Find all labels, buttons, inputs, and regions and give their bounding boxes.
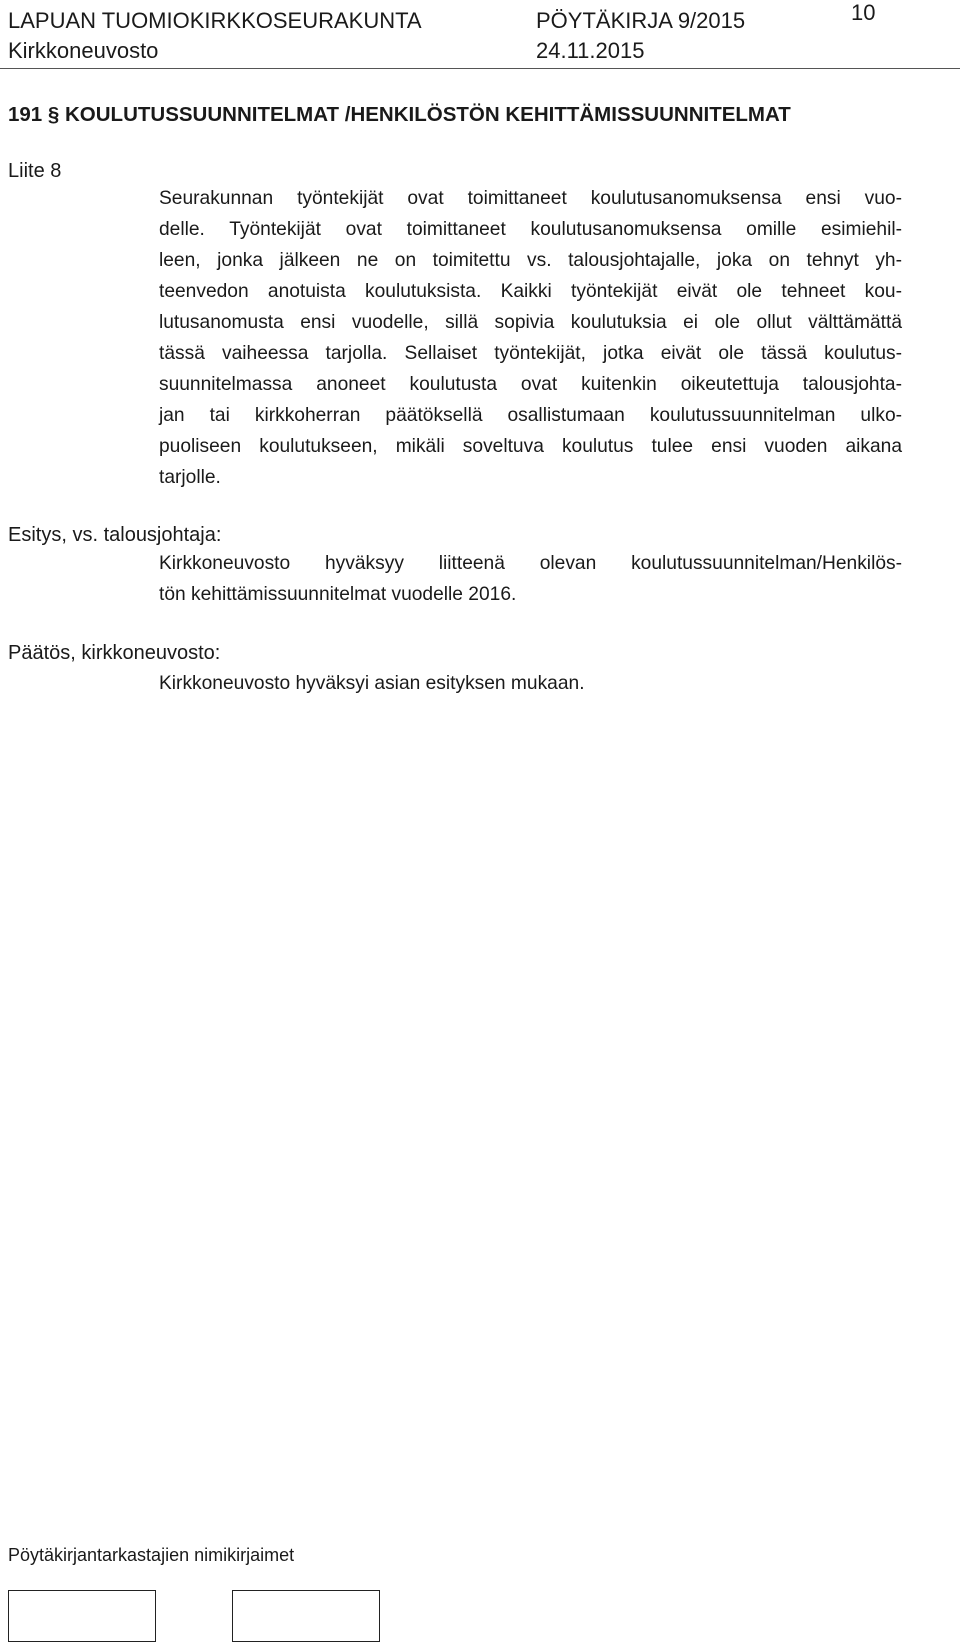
attachment-label: Liite 8 [8, 160, 62, 182]
body-line: puoliseen koulutukseen, mikäli soveltuva koulutus tulee ensi vuoden aikana [159, 436, 902, 457]
decision-line: Kirkkoneuvosto hyväksyi asian esityksen mukaan. [159, 673, 585, 694]
body-line: teenvedon anotuista koulutuksista. Kaikki työntekijät eivät ole tehneet kou- [159, 281, 902, 302]
meeting-body: Kirkkoneuvosto [8, 38, 159, 63]
decision-label: Päätös, kirkkoneuvosto: [8, 642, 221, 664]
signature-box [232, 1590, 380, 1642]
page-number: 10 [851, 0, 876, 25]
document-title: PÖYTÄKIRJA 9/2015 [536, 8, 746, 33]
signature-box [8, 1590, 156, 1642]
proposal-label: Esitys, vs. talousjohtaja: [8, 524, 222, 546]
section-body [159, 183, 902, 493]
body-line: tarjolle. [159, 467, 221, 488]
organization-name: LAPUAN TUOMIOKIRKKOSEURAKUNTA [8, 8, 422, 33]
proposal-text [159, 548, 902, 610]
header-document-block [536, 6, 745, 66]
decision-text [159, 668, 902, 699]
signatures-label: Pöytäkirjantarkastajien nimikirjaimet [8, 1545, 295, 1565]
proposal-line: Kirkkoneuvosto hyväksyy liitteenä olevan koulutussuunnitelman/Henkilös- [159, 553, 902, 574]
proposal-line: tön kehittämissuunnitelmat vuodelle 2016. [159, 584, 517, 605]
body-line: tässä vaiheessa tarjolla. Sellaiset työntekijät, jotka eivät ole tässä koulutus- [159, 343, 902, 364]
meeting-date: 24.11.2015 [536, 38, 645, 63]
body-line: lutusanomusta ensi vuodelle, sillä sopivia koulutuksia ei ole ollut välttämättä [159, 312, 902, 333]
body-line: Seurakunnan työntekijät ovat toimittaneet koulutusanomuksensa ensi vuo- [159, 188, 902, 209]
body-line: delle. Työntekijät ovat toimittaneet koulutusanomuksensa omille esimiehil- [159, 219, 902, 240]
header-organization-block [8, 6, 422, 66]
section-title: 191 § KOULUTUSSUUNNITELMAT /HENKILÖSTÖN KEHITTÄMISSUUNNITELMAT [8, 103, 791, 126]
body-line: leen, jonka jälkeen ne on toimitettu vs. talousjohtajalle, joka on tehnyt yh- [159, 250, 902, 271]
body-line: jan tai kirkkoherran päätöksellä osallistumaan koulutussuunnitelman ulko- [159, 405, 902, 426]
body-line: suunnitelmassa anoneet koulutusta ovat kuitenkin oikeutettuja talousjohta- [159, 374, 902, 395]
header-divider [0, 68, 960, 69]
